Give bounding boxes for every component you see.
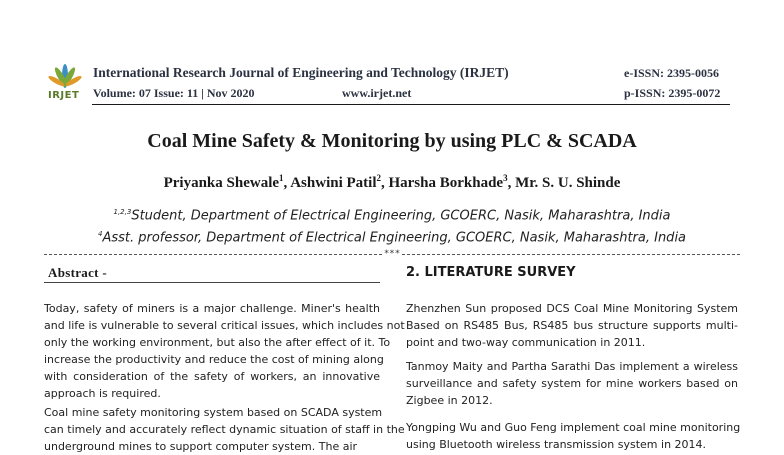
text-line: approach is required.	[44, 387, 161, 400]
affiliation-2-text: Asst. professor, Department of Electrical Engineering, GCOERC, Nasik, Maharashtra, India	[102, 230, 687, 246]
journal-name: International Research Journal of Engineering and Technology (IRJET)	[93, 65, 509, 80]
text-line: Yongping Wu and Guo Feng implement coal mine monitoring	[406, 421, 741, 434]
author-name: Ashwini Patil	[290, 175, 377, 191]
text-line: Zigbee in 2012.	[406, 394, 493, 407]
text-line: Zhenzhen Sun proposed DCS Coal Mine Monitoring System	[406, 302, 738, 315]
text-line: only the working environment, but also the after effect of it. To	[44, 336, 391, 349]
author-name: Priyanka Shewale	[163, 175, 280, 191]
literature-heading: 2. LITERATURE SURVEY	[406, 265, 576, 280]
affiliation-1	[0, 208, 784, 223]
author-separator: ,	[283, 175, 291, 191]
author-affiliation-marker: 2	[376, 173, 381, 183]
abstract-rule	[44, 282, 380, 283]
text-line: and life is vulnerable to several critical issues, which includes not	[44, 319, 405, 332]
author-affiliation-marker: 1	[279, 173, 284, 183]
affiliation-2-marker: 4	[97, 230, 103, 238]
journal-website[interactable]: www.irjet.net	[342, 86, 412, 100]
logo-text: IRJET	[48, 90, 80, 101]
text-line: underground mines to support computer system. The air	[44, 440, 358, 453]
author-name: Harsha Borkhade	[388, 175, 504, 191]
affiliation-1-marker: 1,2,3	[113, 208, 132, 216]
separator-stars: ***	[383, 249, 401, 259]
text-line: Today, safety of miners is a major challenge. Miner's health	[44, 302, 380, 315]
text-line: Based on RS485 Bus, RS485 bus structure supports multi-	[406, 319, 738, 332]
author-separator: ,	[507, 175, 516, 191]
literature-paragraph-3	[406, 419, 741, 453]
pissn: p-ISSN: 2395-0072	[624, 86, 721, 100]
text-line: Coal mine safety monitoring system based on SCADA system	[44, 406, 383, 419]
text-line: Tanmoy Maity and Partha Sarathi Das implement a wireless	[406, 360, 738, 373]
text-line: using Bluetooth wireless transmission system in 2014.	[406, 438, 707, 451]
eissn: e-ISSN: 2395-0056	[624, 66, 719, 80]
abstract-heading: Abstract -	[48, 265, 107, 280]
author-name: Mr. S. U. Shinde	[515, 175, 621, 191]
abstract-paragraph-1	[44, 300, 405, 402]
literature-paragraph-1	[406, 300, 738, 351]
volume-issue: Volume: 07 Issue: 11 | Nov 2020	[93, 86, 255, 100]
author-list	[0, 173, 784, 192]
text-line: point and two-way communication in 2011.	[406, 336, 646, 349]
literature-paragraph-2	[406, 358, 738, 409]
header-rule	[92, 104, 730, 105]
affiliation-1-text: Student, Department of Electrical Engineering, GCOERC, Nasik, Maharashtra, India	[131, 208, 671, 224]
text-line: can timely and accurately reflect dynamic situation of staff in the	[44, 423, 405, 436]
irjet-logo-leaves-icon	[45, 56, 85, 90]
author-affiliation-marker: 3	[503, 173, 508, 183]
paper-title: Coal Mine Safety & Monitoring by using PLC & SCADA	[147, 130, 637, 152]
abstract-paragraph-2	[44, 404, 405, 455]
author-separator: ,	[380, 175, 389, 191]
section-separator	[44, 249, 740, 259]
text-line: surveillance and safety system for mine workers based on	[406, 377, 738, 390]
affiliation-2	[0, 230, 784, 245]
text-line: increase the productivity and reduce the cost of mining along	[44, 353, 384, 366]
text-line: with consideration of the safety of workers, an innovative	[44, 370, 380, 383]
